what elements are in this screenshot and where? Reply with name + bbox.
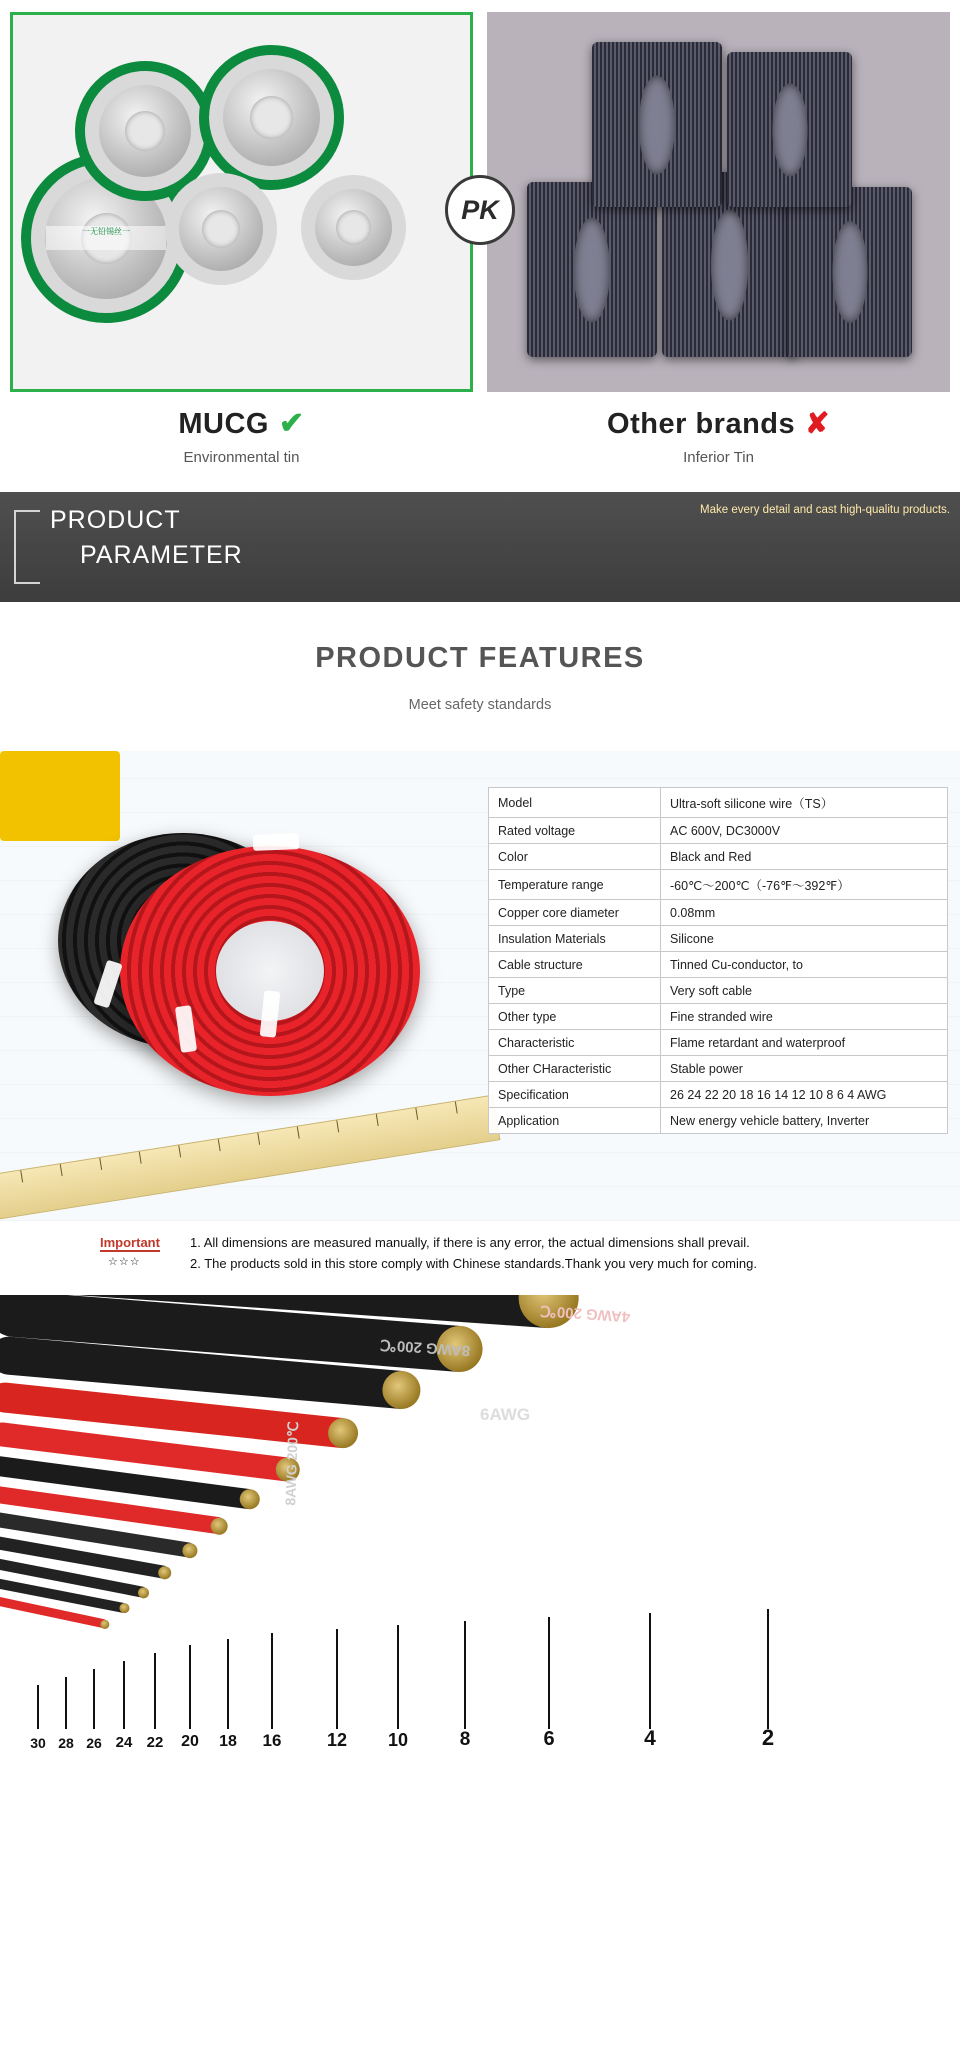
spec-key: Color [489,844,661,870]
spec-key: Cable structure [489,952,661,978]
bracket-decoration [14,510,40,584]
comparison-left [10,12,473,466]
table-row [489,1056,948,1082]
mucg-caption [10,392,473,466]
ruler-prop [0,1095,500,1221]
gauge-label-6: 6 [543,1728,555,1750]
important-notes-section [0,1221,960,1295]
gauge-label-22: 22 [146,1734,164,1751]
spec-value: -60℃～200℃（-76℉～392℉） [661,870,948,900]
gauge-label-10: 10 [387,1730,409,1750]
features-heading: PRODUCT FEATURES [315,642,645,674]
table-row [489,952,948,978]
gauge-label-24: 24 [115,1734,133,1751]
spec-value: Silicone [661,926,948,952]
table-row [489,900,948,926]
pk-badge: PK [445,175,515,245]
solder-spool [165,173,277,285]
gauge-label-row [0,1625,960,1755]
gauge-tick [154,1653,156,1729]
cross-icon: ✘ [805,408,830,440]
brand-title: Other brands [607,408,796,440]
cable-tie [253,833,300,851]
spec-key: Model [489,788,661,818]
specification-section [0,751,960,1221]
gauge-tick [397,1625,399,1729]
comparison-right [487,12,950,466]
features-subheading: Meet safety standards [408,697,552,713]
note-line-2: 2. The products sold in this store comply with Chinese standards.Thank you very much for coming. [190,1256,757,1271]
brand-name-right [487,406,950,441]
specification-table [488,787,948,1134]
table-row [489,926,948,952]
red-silicone-wire-coil [120,846,420,1096]
tool-case [0,751,120,841]
cable-print-4awg: 4AWG 200℃ [539,1301,631,1326]
note-line-1: 1. All dimensions are measured manually, if there is any error, the actual dimensions shall prevail. [190,1235,750,1250]
gauge-label-18: 18 [219,1733,237,1750]
spec-value: Fine stranded wire [661,1004,948,1030]
gauge-label-16: 16 [262,1731,282,1750]
table-row [489,1030,948,1056]
spec-value: Ultra-soft silicone wire（TS） [661,788,948,818]
gauge-tick [767,1609,769,1729]
table-row [489,818,948,844]
gauge-label-8: 8 [459,1729,471,1750]
solder-spool [209,55,334,180]
table-row [489,788,948,818]
spec-key: Type [489,978,661,1004]
spec-value: AC 600V, DC3000V [661,818,948,844]
other-brand-photo [487,12,950,392]
spool-band-label: 一无铅锡丝一 [46,226,166,250]
table-row [489,1108,948,1134]
tin-coil [727,52,852,207]
spec-key: Other type [489,1004,661,1030]
gauge-label-28: 28 [58,1735,74,1751]
gauge-tick [649,1613,651,1729]
spec-value: New energy vehicle battery, Inverter [661,1108,948,1134]
gauge-tick [227,1639,229,1729]
spec-key: Specification [489,1082,661,1108]
spec-key: Other CHaracteristic [489,1056,661,1082]
solder-spool [301,175,406,280]
solder-spool [85,71,205,191]
gauge-label-30: 30 [30,1735,46,1751]
banner-title-line1: PRODUCT [50,506,181,534]
cable-print-6awg: 6AWG [480,1405,531,1424]
banner-title-line2: PARAMETER [80,541,243,569]
gauge-tick [464,1621,466,1729]
gauge-tick [271,1633,273,1729]
spec-key: Insulation Materials [489,926,661,952]
spec-key: Rated voltage [489,818,661,844]
spec-table-body [489,788,948,1134]
tin-coil [592,42,722,207]
product-features-section [0,602,960,751]
spec-value: 0.08mm [661,900,948,926]
table-row [489,870,948,900]
cable-print-8awg-2: 8AWG 200℃ [282,1421,302,1506]
cable-print-8awg: 8AWG 200℃ [379,1335,471,1360]
tin-coil [527,182,657,357]
spec-value: Black and Red [661,844,948,870]
gauge-label-26: 26 [86,1735,102,1751]
gauge-tick [548,1617,550,1729]
brand-name-left [10,406,473,441]
spec-value: Stable power [661,1056,948,1082]
spec-key: Characteristic [489,1030,661,1056]
table-row [489,1082,948,1108]
gauge-label-12: 12 [326,1730,348,1750]
gauge-tick [336,1629,338,1729]
gauge-tick [123,1661,125,1729]
brand-subtitle-left: Environmental tin [183,449,300,466]
brand-subtitle-right: Inferior Tin [683,449,754,466]
important-tag: Important [100,1235,160,1250]
gauge-comparison-section [0,1295,960,1755]
spec-value: Tinned Cu-conductor, to [661,952,948,978]
table-row [489,978,948,1004]
table-row [489,844,948,870]
gauge-tick [189,1645,191,1729]
spec-key: Copper core diameter [489,900,661,926]
gauge-label-2: 2 [761,1725,775,1750]
gauge-label-20: 20 [181,1733,199,1750]
spec-value: Very soft cable [661,978,948,1004]
gauge-tick [65,1677,67,1729]
check-icon: ✔ [278,407,305,440]
gauge-label-4: 4 [644,1727,656,1750]
comparison-section [0,0,960,466]
gauge-tick [93,1669,95,1729]
stars-decoration: ☆☆☆ [108,1256,141,1268]
table-row [489,1004,948,1030]
spec-key: Temperature range [489,870,661,900]
spec-value: Flame retardant and waterproof [661,1030,948,1056]
gauge-tick [37,1685,39,1729]
product-parameter-banner [0,492,960,602]
spec-key: Application [489,1108,661,1134]
mucg-product-photo [10,12,473,392]
banner-tagline: Make every detail and cast high-qualitu products. [700,504,950,516]
tin-coil [787,187,912,357]
other-brand-caption [487,392,950,466]
brand-title: MUCG [178,408,269,440]
spec-value: 26 24 22 20 18 16 14 12 10 8 6 4 AWG [661,1082,948,1108]
